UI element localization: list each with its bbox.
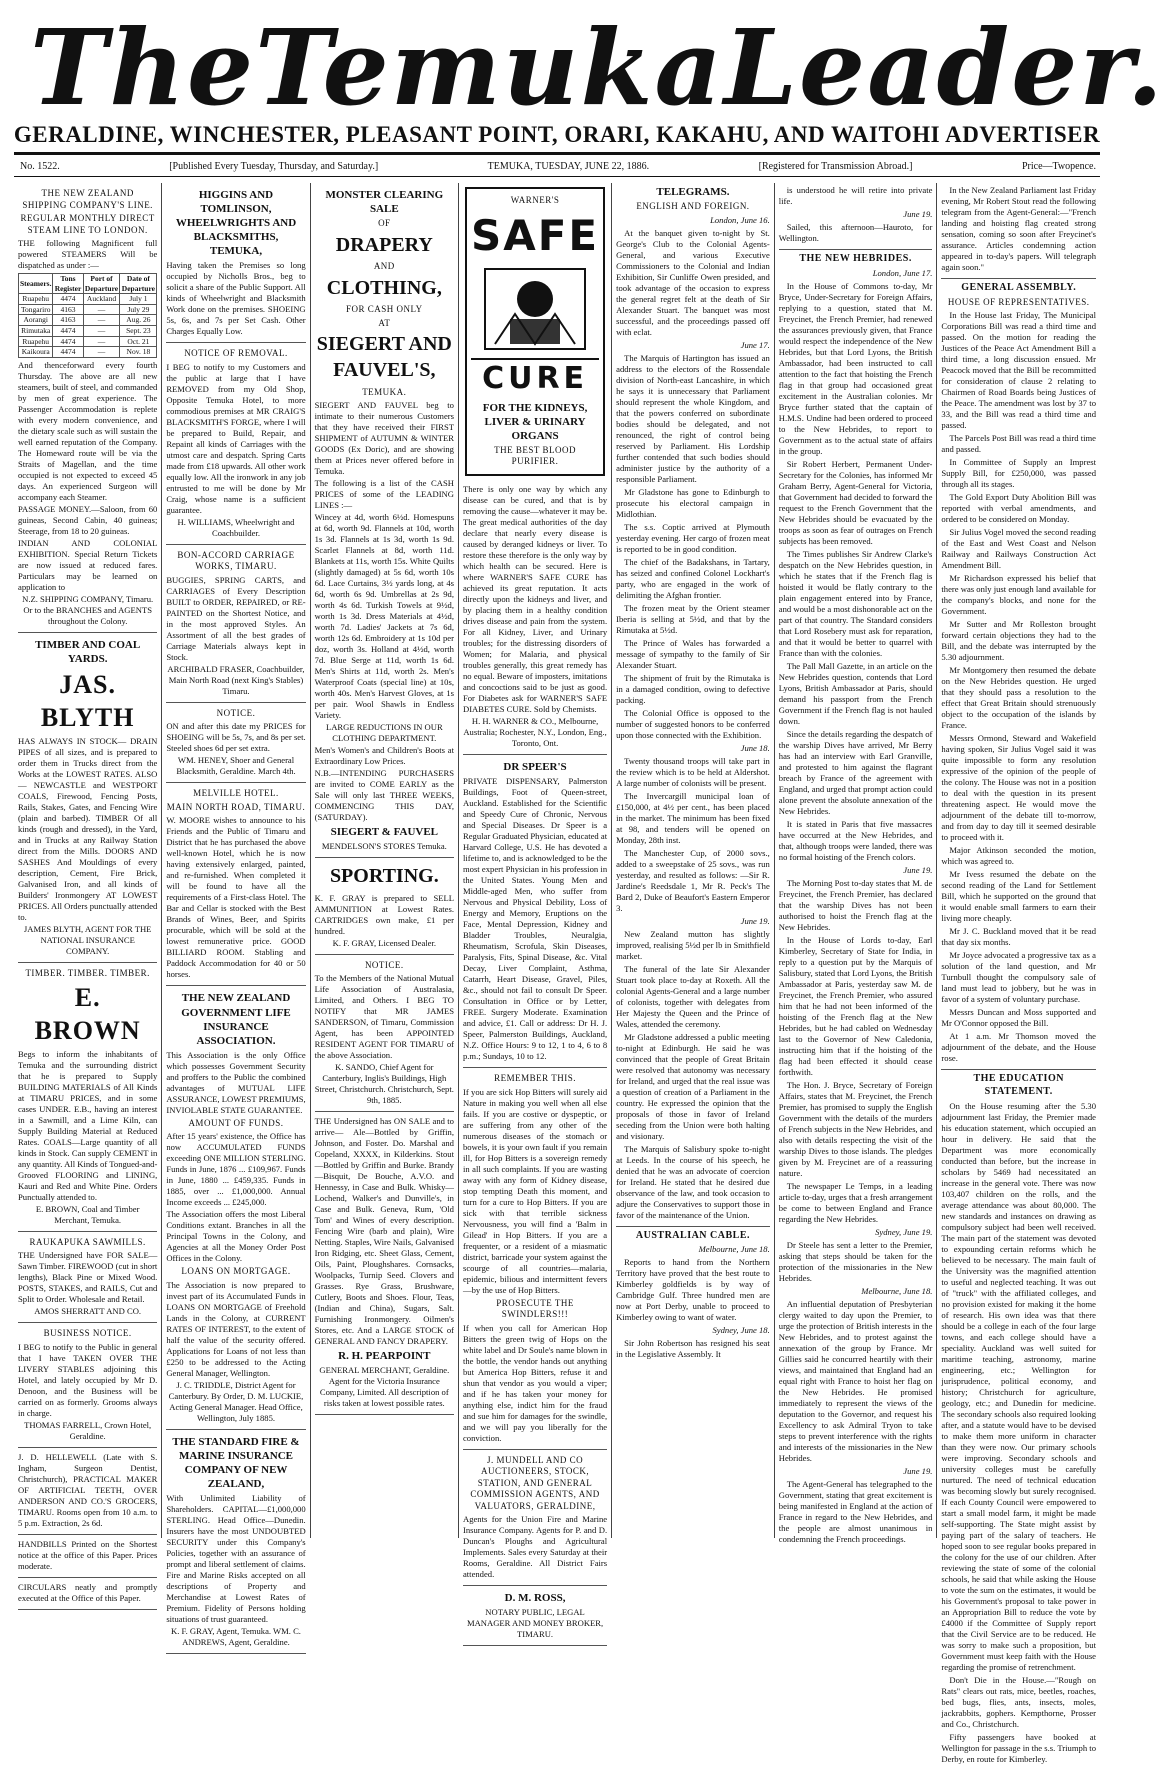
issue-number: No. 1522.: [20, 160, 60, 172]
article-paragraph: Mr Gladstone has gone to Edinburgh to prosecute his electoral campaign in Midlothian.: [616, 486, 770, 519]
removal-signature: H. WILLIAMS, Wheelwright and Coachbuilder.: [177, 516, 295, 538]
article-paragraph: Sir Robert Herbert, Permanent Under-Secretary for the Colonies, has informed Mr Graham Berry, Agent-General for Victoria, that Government had decided to forward the request to the French Government that the New Hebrides should be evacuated by the troops as soon as fear of outrages on French subjects has been removed.: [778, 458, 933, 546]
blyth-name: JAS. BLYTH: [40, 669, 135, 733]
cash-only: FOR CASH ONLY: [346, 304, 423, 315]
speer-ad: [463, 755, 607, 1068]
table-row: [19, 326, 157, 337]
table-header: Tons Register: [54, 274, 82, 293]
gov-insurance-more: The Association offers the most Liberal Conditions extant. Branches in all the Principal Towns in the Colony, and Agencies at all the Money Order Post Offices in the Colony.: [166, 1209, 306, 1264]
sale-nb: N.B.—INTENDING PURCHASERS are invited to COME EARLY as the Sale will only last THREE WEEKS, COMMENCING THIS DAY, (SATURDAY).: [314, 768, 454, 823]
house-of-representatives: HOUSE OF REPRESENTATIVES.: [947, 296, 1090, 307]
article-paragraph: In the House of Commons to-day, Mr Bryce, Under-Secretary for Foreign Affairs, replying to a question, stated that M. Freycinet, the French Premier, had renewed the assurances previously given, that France would respect the independence of the New Hebrides, but that Lord Lyons, the British Ambassador, had been instructed to call attention to the fact that hoisting the French flag in that group had occasioned great excitement in the Australian colonies. Mr Bryce further stated that the captain of H.M.S. Undine had been ordered to proceed to the New Hebrides, to report to Government as to the actual state of affairs in the group.: [778, 280, 933, 456]
table-cell: July 1: [120, 294, 157, 305]
speer-body: PRIVATE DISPENSARY, Palmerston Buildings, Foot of Queen-street, Auckland. Established for the Scientific and Speedy Cure of Chronic, Nervous and Special Diseases. Dr Speer is a Regular Graduated Physician, educated at Harvard College, U.S. He has devoted a lifetime to, and is acknowledged to be the most expert Physician in his profession in the United States. Young Men and Middle-aged Men, who suffer from Nervous and Physical Debility, Loss of Energy and Memory, Eruptions on the Face, Mental Depression, Kidney and Bladder Troubles, Neuralgia, Rheumatism, Scrofula, Skin Diseases, Paralysis, Fits, Spinal Disease, &c. Vital Decay, Liver Complaint, Asthma, Catarrh, Heart Disease, Gravel, Piles, &c., should not fail to consult Dr Speer. Consultation in Office or by Letter, FREE. Surgery Moderate. Examination and advice, £1. Call or address: Dr H. J. Speer, Palmerston Buildings, Auckland, N.Z. Office Hours: 9 to 12, 1 to 4, 6 to 8 p.m.; Sundays, 10 to 12.: [462, 776, 608, 1061]
price-list: Wincey at 4d, worth 6½d. Homespuns at 6d, worth 9d. Flannels at 10d, worth 1s 3d. Flannels at 1s 3d, worth 1s 9d. Scarlet Flannels at 8d, worth 11d. Blankets at 11s, worth 15s. White Quilts (slightly damaged) at 5s 6d, worth 10s 6d. Lace Curtains, 3½ yards long, at 4s 6d, worth 6s 9d. Umbrellas at 2s 9d, worth 4s 6d. Turkish Towels at 9½d, worth 1s 3d. Dress Materials at 4½d, worth 7d. Ladies' Jackets at 7s 6d, worth 12s 6d. Embroidery at 1s 10d per doz, worth 3s. Holland at 4½d, worth 7d. Blue Serge at 11d, worth 1s 6d. Men's Shirts at 11d, worth 2s. Men's Waterproof Coats (special line) at 10s, worth 40s. Men's Harvest Gloves, at 1s per pair. Wool Shawls in Endless Variety.: [314, 512, 454, 721]
table-cell: Sept. 23: [120, 326, 157, 337]
mutual-life-notice-signature: K. SANDO, Chief Agent for Canterbury, Inglis's Buildings, High Street, Christchurch. Christchurch, Sept. 9th, 1885.: [314, 1062, 454, 1106]
column-4: [459, 183, 612, 1640]
article-paragraph: Sir Julius Vogel moved the second reading of the East and West Coast and Nelson Railway and Railways Construction Act Amendment Bill.: [941, 527, 1096, 571]
pearpoint-name: R. H. PEARPOINT: [338, 1350, 431, 1363]
raukapuka-body: THE Undersigned have FOR SALE— Sawn Timber. FIREWOOD (cut in short lengths), Black Pine or Mixed Wood. POSTS, STAKES, and RAILS, Cut and Split to Order. Wholesale and Retail.: [18, 1250, 158, 1305]
hellewell-ad: [18, 1448, 157, 1535]
dateline: [20, 158, 1096, 174]
table-cell: —: [83, 326, 120, 337]
telegrams-title: TELEGRAMS.: [656, 186, 730, 198]
table-cell: Rimutaka: [19, 326, 53, 337]
column-6: [775, 183, 938, 1544]
standard-fire-body: With Unlimited Liability of Shareholders. CAPITAL—£1,000,000 STERLING. Head Office—Dunedin. Insurers have the most UNDOUBTED SECURITY under this Company's Policies, together with an assurance of prompt and liberal settlement of claims. Fire and Marine Risks accepted on all descriptions of Property and Merchandise at Lowest Rates of Premium. Fidelity of Persons holding situations of trust guaranteed.: [166, 1493, 306, 1625]
table-cell: Nov. 18: [120, 347, 157, 358]
shoeing-notice-signature: WM. HENEY, Shoer and General Blacksmith, Geraldine. March 4th.: [176, 755, 296, 777]
article-paragraph: The newspaper Le Temps, in a leading article to-day, urges that a fresh arrangement be come to between England and France regarding the New Hebrides.: [778, 1180, 933, 1224]
mutual-life-notice-title: NOTICE.: [364, 959, 404, 970]
shipping-agent: N.Z. SHIPPING COMPANY, Timaru. Or to the BRANCHES and AGENTS throughout the Colony.: [22, 593, 154, 626]
brown-name: E. BROWN: [34, 983, 141, 1046]
clothing-heading: CLOTHING,: [326, 276, 442, 299]
raukapuka-ad: [18, 1232, 157, 1324]
table-cell: 4163: [53, 315, 83, 326]
newspaper-subtitle: GERALDINE, WINCHESTER, PLEASANT POINT, ORARI, KAKAHU, AND WAITOHI ADVERTISER: [13, 122, 1101, 147]
loans-signature: J. C. TRIDDLE, District Agent for Canterbury. By Order, D. M. LUCKIE, Acting General Manager. Head Office, Wellington, July 1885.: [168, 1379, 304, 1423]
table-cell: Auckland: [83, 294, 120, 305]
circulars-ad: [18, 1578, 157, 1610]
general-assembly-title: GENERAL ASSEMBLY.: [941, 278, 1096, 295]
table-cell: Ruapehu: [19, 336, 53, 347]
sporting-ad: [315, 858, 454, 955]
title-word-the: The: [30, 6, 256, 129]
table-cell: 4474: [53, 347, 83, 358]
dateline: London, June 16.: [710, 214, 770, 225]
table-cell: 4163: [53, 304, 83, 315]
ross-body: NOTARY PUBLIC, LEGAL MANAGER AND MONEY BROKER, TIMARU.: [466, 1607, 604, 1640]
siegert-location: TEMUKA.: [362, 386, 407, 397]
article-paragraph: The shipment of fruit by the Rimutaka is in a damaged condition, owing to defective packing.: [616, 672, 770, 705]
bonaccord-body: BUGGIES, SPRING CARTS, and CARRIAGES of Every Description BUILT to ORDER, REPAIRED, or RE-PAINTED on the Shortest Notice, and in the most approved Styles. An Assortment of all the best grades of Carriage Materials always kept in Stock.: [166, 574, 306, 662]
raukapuka-title: RAUKAPUKA SAWMILLS.: [29, 1236, 146, 1247]
article-paragraph: On the House resuming after the 5.30 adjournment last Friday, the Premier made his education statement, which occupied an hour in delivery. He said that the Department was more economically conducted than before, but the increase in scholars by 5469 had necessitated an increase in the general vote. There was now 103,407 children on the rolls, and the average attendance was about 80,000. The new standards and instances on drawing as compulsory subject had been well received. The main part of the statement was devoted to expounding certain reforms which he believed to be necessary. The main fault of the University was the magnified attention to useful and neglected teaching. It was out of "truck" with the affiliated colleges, and no provision existed for making it the home of research. His own idea was that there should be a college in each of the four large towns, and each college should have a speciality. Auckland was well suited for maritime teaching, astronomy, marine engineering, etc.; Wellington for jurisprudence, political economy, and history; Christchurch for agriculture, geology, etc.; and Dunedin for medicine. The secondary schools also required looking after, and a statute would have to be devised to make them more uniform in character than they were now. Our primary schools were improving. Secondary schools and university colleges must be carefully nurtured. The need of technical education was becoming slowly but surely recognised. If each County Council were empowered to start a small model farm, it might be made self-supporting. The State might assist by paying part of the salary of teachers. He hoped soon to see regular books prepared in the colony for the use of our children. After reviewing the state of some of the colonial schools, he said that while asking the House to vote the sum on the estimates, it would be his Government's proposal to take power in an Appropriation Bill to reduce the vote by £4000 if the Committee of Supply report that the Civil Service are to be reduced. He was sorry to make such a proposition, but Government must keep faith with the House regarding the promise of retrenchment.: [941, 1100, 1096, 1672]
registration-note: [Registered for Transmission Abroad.]: [758, 160, 913, 172]
table-cell: —: [83, 347, 120, 358]
ross-ad: [463, 1586, 607, 1646]
dateline: London, June 17.: [872, 267, 933, 278]
gov-insurance-title: THE NEW ZEALAND GOVERNMENT LIFE INSURANCE ASSOCIATION.: [181, 992, 291, 1047]
mundell-title: J. MUNDELL AND CO AUCTIONEERS, STOCK, STATION, AND GENERAL COMMISSION AGENTS, AND VALUATORS, GERALDINE,: [470, 1454, 600, 1511]
title-word-temuka: Temuka: [255, 6, 724, 129]
article-paragraph: Since the details regarding the despatch of the warship Dives have arrived, Mr Berry has had an interview with Earl Granville, and protested to him against the flagrant breach by France of the agreement with England, and urged that prompt action could alone prevent the absolute annexation of the New Hebrides.: [778, 728, 933, 816]
table-row: [19, 336, 157, 347]
bonaccord-ad: [166, 545, 305, 703]
melville-subtitle: MAIN NORTH ROAD, TIMARU.: [166, 801, 306, 812]
safe-cure-body: There is only one way by which any disease can be cured, and that is by removing the cause—whatever it may be. The great medical authorities of the day declare that nearly every disease is caused by deranged kidneys or liver. To restore these therefore is the only way by which health can be secured. Here is where WARNER'S SAFE CURE has achieved its great reputation. It acts directly upon the kidneys and liver, and by placing them in a healthy condition drives disease and pain from the system. For all Kidney, Liver, and Urinary troubles; for the distressing disorders of Women; for Malaria, and physical troubles generally, this great remedy has no equal. Beware of imposters, imitations and concoctions said to be just as good. For Diabetes ask for WARNER'S SAFE DIABETES CURE. Sold by Chemists.: [462, 483, 608, 714]
raukapuka-signature: AMOS SHERRATT AND CO.: [34, 1306, 142, 1317]
article-paragraph: Reports to hand from the Northern Territory have proved that the best route to Kimberley goldfields is by way of Cambridge Gulf. Three hundred men are now at Port Derby, unable to proceed to Kimberley owing to want of water.: [616, 1257, 770, 1323]
dateline: June 18.: [740, 742, 770, 753]
higgins-ad: [166, 183, 305, 343]
article-paragraph: Dr Steele has sent a letter to the Premier, asking that steps should be taken for the protection of the missionaries in the New Hebrides.: [778, 1239, 933, 1283]
melville-ad: [166, 783, 305, 986]
article-paragraph: The Invercargill municipal loan of £150,000, at 4½ per cent., has been placed in the market. The minimum has been fixed at 98, and tenders will be opened on Monday, 28th inst.: [616, 790, 770, 845]
clearing-sale-and: AND: [373, 261, 395, 272]
shipping-ad: [18, 183, 157, 633]
article-paragraph: The Parcels Post Bill was read a third time and passed.: [941, 433, 1096, 455]
table-cell: Oct. 21: [120, 336, 157, 347]
blood-purifier: THE BEST BLOOD PURIFIER.: [494, 444, 576, 467]
gov-insurance-ad: [166, 986, 305, 1429]
columns: [14, 183, 1100, 1764]
safe-cure-signature: H. H. WARNER & CO., Melbourne, Australia; Rochester, N.Y., London, Eng., Toronto, Ont.: [463, 715, 607, 748]
safe-illustration-icon: [475, 264, 595, 354]
mendelson-stores: MENDELSON'S STORES Temuka.: [321, 841, 447, 852]
business-notice-ad: [18, 1323, 157, 1448]
article-paragraph: Mr Joyce advocated a progressive tax as a solution of the land question, and Mr Turnbull thought the compulsory sale of land must lead to jobbery, but he was in favor of a system of voluntary purchase.: [941, 950, 1096, 1005]
article-paragraph: Mr Ivess resumed the debate on the second reading of the Land for Settlement Bill, which he supported on the ground that it would enable small farmers to earn their living more cheaply.: [941, 869, 1096, 924]
publication-schedule: [Published Every Tuesday, Thursday, and Saturday.]: [169, 160, 379, 172]
newspaper-title: [30, 6, 1165, 129]
shipping-fares: PASSAGE MONEY.—Saloon, from 60 guineas, Second Cabin, 40 guineas; Steerage, from 18 to 20 guineas.: [18, 503, 158, 536]
article-paragraph: Sailed, this afternoon—Hauroto, for Wellington.: [778, 222, 933, 243]
clothing-reductions: LARGE REDUCTIONS IN OUR CLOTHING DEPARTMENT.: [325, 722, 443, 744]
dateline: Melbourne, June 18.: [698, 1244, 770, 1255]
shipping-body: And thenceforward every fourth Thursday. The above are all new steamers, built of steel, and commanded by men of great experience. The Passenger Accommodation is replete with every modern convenience, and the dietary scale such as will sustain the well earned reputation of the Company. The Homeward route will be via the Straits of Magellan, and the time occupied is not expected to exceed 45 days. An experienced Surgeon will accompany each Steamer.: [18, 359, 158, 502]
table-cell: 4474: [53, 326, 83, 337]
article-paragraph: At the banquet given to-night by St. George's Club to the Colonial Agents-General, and various Executive Commissioners to the Colonial and Indian Exhibition, Sir Cunliffe Owen presided, and took advantage of the occasion to express the general regret felt at the death of Sir Alexander Stuart. The banquet was most successful, and the proceedings passed off with eclat.: [616, 227, 770, 337]
article-paragraph: The Marquis of Salisbury spoke to-night at Leeds. In the course of his speech, he denied that he was an advocate of coercion for Ireland. He stated that he desired due observance of the law, and took occasion to adjure the Conservatives to support those in favor of the maintenance of the Union.: [616, 1143, 770, 1220]
table-header: Port of Departure: [84, 274, 119, 293]
table-cell: July 29: [120, 304, 157, 315]
article-paragraph: In the House of Lords to-day, Earl Kimberley, Secretary of State for India, in reply to a question put by the Marquis of Salisbury, stated that Lord Lyons, the British Ambassador at Paris, yesterday saw M. de Freycinet, the French Premier, who assured him that he had not been informed of the hoisting of the French flag at the New Hebrides, but he had cabled on Wednesday last to the Governor of New Caledonia, instructing him that if the hoisting of the flag had been effected it should cease forthwith.: [778, 934, 933, 1077]
article-paragraph: Mr J. C. Buckland moved that it be read that day six months.: [941, 926, 1096, 948]
dateline: June 19.: [903, 864, 933, 875]
article-paragraph: The frozen meat by the Orient steamer Iberia is selling at 5½d, and that by the Rimutaka at 5½d.: [616, 602, 770, 635]
new-hebrides-title: THE NEW HEBRIDES.: [779, 249, 933, 266]
prosecute-body: If when you call for American Hop Bitters the green twig of Hops on the white label and Dr Soule's name blown in the bottle, the vendor hands out anything but America Hop Bitters, refuse it and shun that vendor as you would a viper; and if he has taken your money for anything else, indict him for the fraud and sue him for damages for the swindle, and we will pay you liberally for the conviction.: [462, 1322, 608, 1443]
shipping-exhibition: INDIAN AND COLONIAL EXHIBITION. Special Return Tickets are now issued at reduced fares. Particulars may be learned on application to: [18, 537, 158, 592]
table-cell: —: [83, 304, 120, 315]
column-2: [162, 183, 310, 1648]
article-paragraph: Major Atkinson seconded the motion, which was agreed to.: [941, 845, 1096, 867]
standard-fire-signature: K. F. GRAY, Agent, Temuka. WM. C. ANDREWS, Agent, Geraldine.: [171, 1626, 301, 1648]
business-notice-title: BUSINESS NOTICE.: [43, 1328, 132, 1339]
circulars-body: CIRCULARS neatly and promptly executed at the Office of this Paper.: [18, 1581, 158, 1603]
clearing-sale-intro: SIEGERT AND FAUVEL beg to intimate to their numerous Customers that they have received their FIRST SHIPMENT of AUTUMN & WINTER GOODS (Ex Doric), and are showing them at Prices never offered before in Temuka.: [314, 400, 454, 477]
higgins-title: HIGGINS AND TOMLINSON, WHEELWRIGHTS AND BLACKSMITHS, TEMUKA,: [175, 189, 297, 258]
title-word-leader: Leader.: [723, 6, 1165, 129]
education-statement-title: THE EDUCATION STATEMENT.: [941, 1069, 1096, 1099]
article-paragraph: The Agent-General has telegraphed to the Government, stating that great excitement is being manifested in England at the action of France in regard to the New Hebrides, and the people are almost unanimous in condemning the French proceedings.: [778, 1478, 933, 1544]
warners-safe-cure-ad: [465, 187, 605, 476]
remember-body: If you are sick Hop Bitters will surely aid Nature in making you well when all else fails. If you are costive or dyspeptic, or are suffering from any other of the numerous diseases of the stomach or bowels, it is your own fault if you remain ill, for Hop Bitters is a sovereign remedy in all such complaints. If you are wasting away with any form of Kidney disease, stop tempting Death this moment, and turn for a cure to Hop Bitters. If you are sick with that terrible sickness Nervousness, you will find a 'Balm in Gilead' in Hop Bitters. If you are a frequenter, or a resident of a miasmatic district, barricade your system against the scourge of all countries—malaria, epidemic, bilious and intermittent fevers—by the use of Hop Bitters.: [462, 1086, 608, 1295]
dateline: Sydney, June 19.: [875, 1226, 933, 1237]
table-cell: —: [83, 336, 120, 347]
shoeing-notice-title: NOTICE.: [216, 707, 256, 718]
article-paragraph: In Committee of Supply an Imprest Supply Bill, for £250,000, was passed through all its stages.: [941, 457, 1096, 490]
article-paragraph: Twenty thousand troops will take part in the review which is to be held at Aldershot. A large number of colonists will be present.: [616, 755, 770, 788]
mutual-life-notice-body: To the Members of the National Mutual Life Association of Australasia, Limited, and Others. I BEG TO NOTIFY that MR JAMES SANDERSON, of Timaru, Commission Agent, has been APPOINTED RESIDENT AGENT FOR TIMARU of the above Association.: [314, 973, 454, 1061]
table-cell: —: [83, 315, 120, 326]
article-paragraph: Fifty passengers have booked at Wellington for passage in the s.s. Triumph to Derby, en route for Kimberley.: [941, 1731, 1096, 1764]
standard-fire-ad: [166, 1430, 305, 1654]
pearpoint-ad: [315, 1112, 454, 1415]
article-paragraph: The Pall Mall Gazette, in an article on the New Hebrides question, contends that Lord Lyons, British Ambassador at Paris, should demand his passport from the French Government if the French flag is not hauled down.: [778, 660, 933, 726]
gov-insurance-body: This Association is the only Office which possesses Government Security and proffers to the Public the combined advantages of MUTUAL LIFE ASSURANCE, LOWEST PREMIUMS, INVIOLABLE STATE GUARANTEE.: [166, 1049, 306, 1115]
price-list-title: The following is a list of the CASH PRICES of some of the LEADING LINES :—: [314, 478, 454, 511]
siegert-fauvel-heading: SIEGERT AND FAUVEL'S,: [316, 333, 452, 381]
article-paragraph: The Hon. J. Bryce, Secretary of Foreign Affairs, states that M. Freycinet, the French Premier, has promised to supply the English Government with the details of the murders of French subjects in the New Hebrides, and also with details respecting the visit of the warship Dives to those islands. The pledges given by M. Freycinet are of a reassuring nature.: [778, 1079, 933, 1178]
article-paragraph: The funeral of the late Sir Alexander Stuart took place to-day at Roxeth. All the colonial Agents-General and a large number of colonists, together with delegates from Her Majesty the Queen and the Prince of Wales, attended the ceremony.: [616, 963, 770, 1029]
table-cell: Tongariro: [19, 304, 53, 315]
blyth-ad: [18, 633, 157, 963]
gov-funds-title: AMOUNT OF FUNDS.: [188, 1117, 284, 1128]
article-paragraph: The Gold Export Duty Abolition Bill was reported with verbal amendments, and ordered to be considered on Monday.: [941, 492, 1096, 525]
article-paragraph: Sir John Robertson has resigned his seat in the Legislative Assembly. It: [616, 1338, 770, 1360]
pearpoint-sale-list: THE Undersigned has ON SALE and to arrive— Ale—Bottled by Griffin, Johnson, and Foster. Do. Marshal and Copeland, XXXX, in Kilderkins. Stout—Bottled by Griffin and Burke. Brandy—Bisquit, De Bouche, A.V.O. and Hennessy, in Case and Bulk. Whisky—Lochend, Walker's and Dunville's, in Case and Bulk. Geneva, Rum, 'Old Tom' and Wines of every description. Fencing Wire (barb and plain), Wire Netting. Staples, Wire Nails, Galvanised Iron Ridging, etc. Sheet Glass, Cement, Oils, Paint, Ploughshares. Cornsacks, Woolpacks, Turnip Seed. Clovers and Grasses. Rye Grass, Brushware, Cutlery, Boots and Shoes. Flour, Teas, (Indian and China), Sugars, Salt. Furnishing Ironmongery. Oilmen's Stores, etc. And a LARGE STOCK of GENERAL AND FANCY DRAPERY.: [314, 1116, 454, 1347]
article-paragraph: It is stated in Paris that five massacres have occurred at the New Hebrides, and that, although troops were landed, there was no formal hoisting of the French colors.: [778, 818, 933, 862]
table-row: [19, 315, 157, 326]
drapery-heading: DRAPERY: [335, 233, 433, 256]
removal-body: I BEG to notify to my Customers and the public at large that I have REMOVED from my Old Shop, Opposite Temuka Hotel, to more commodious premises at MR CRAIG'S BLACKSMITH'S FORGE, where I will be prepared to Build, Repair, and Repaint all kinds of Carriages with the utmost care and despatch. Spring Carts made from £18 upwards. All other work equally low. All the ironwork in any job entrusted to me will be done by Mr Craig, whose name is a sufficient guarantee.: [166, 361, 306, 515]
article-paragraph: The Marquis of Hartington has issued an address to the electors of the Rossendale division of North-east Lancashire, in which he says it is unnecessary that Parliament should represent the whole Kingdom, and that the powers conferred on subordinate bodies should be delegated, and not renounced, the right of control being reserved by Parliament. His Lordship further contended that such bodies should administer justice by the authority of a responsible Parliament.: [616, 352, 770, 484]
brown-signature: E. BROWN, Coal and Timber Merchant, Temuka.: [35, 1203, 140, 1225]
clearing-sale-ad: [315, 183, 454, 858]
warners-label: WARNER'S: [510, 195, 560, 205]
masthead: [0, 0, 1165, 200]
article-paragraph: Don't Die in the House.—"Rough on Rats" clears out rats, mice, beetles, roaches, bed bugs, flies, ants, insects, moles, jackrabbits, gophers. Kempthorne, Prosser and Co., Christchurch.: [941, 1674, 1096, 1729]
article-paragraph: The Colonial Office is opposed to the number of suggested honors to be conferred upon those connected with the Exhibition.: [616, 707, 770, 740]
business-notice-signature: THOMAS FARRELL, Crown Hotel, Geraldine.: [24, 1419, 152, 1441]
brown-ad: [18, 963, 157, 1232]
prosecute-title: PROSECUTE THE SWINDLERS!!!: [496, 1297, 574, 1320]
bonaccord-title: BON-ACCORD CARRIAGE WORKS, TIMARU.: [177, 549, 295, 572]
gov-funds-body: After 15 years' existence, the Office has now ACCUMULATED FUNDS exceeding ONE MILLION STERLING. Funds in June, 1876 ... £109,967. Funds in June, 1880 ... £459,335. Funds in 1885, over ... £1,000,000. Annual Income exceeds ... £245,000.: [166, 1131, 306, 1208]
article-paragraph: The Times publishes Sir Andrew Clarke's despatch on the New Hebrides question, in which he states that if the French flag is hoisted it would be flatly contrary to the plain engagement entered into by France, and would be a most dishonorable act on the part of that country. The Standard considers that Lord Rosebery must ask for reparation, and that it would be better to quarrel with France than with the colonies.: [778, 548, 933, 658]
article-paragraph: In the New Zealand Parliament last Friday evening, Mr Robert Stout read the following telegram from the Agent-General:—"French landing and hoisting flag created strong sensation, coming so soon after Freycinet's assurance. Articles condemning action appeared in to-day's papers. Will telegraph again soon.": [941, 185, 1096, 272]
remember-ad: [463, 1068, 607, 1450]
sporting-body: K. F. GRAY is prepared to SELL AMMUNITION at Lowest Rates. CARTRIDGES own make, £1 per hundred.: [314, 892, 454, 936]
article-paragraph: is understood he will retire into private life.: [778, 185, 933, 206]
telegrams-subtitle: ENGLISH AND FOREIGN.: [636, 201, 750, 212]
loans-title: LOANS ON MORTGAGE.: [181, 1266, 291, 1277]
speer-title: DR SPEER'S: [503, 760, 567, 773]
article-paragraph: The s.s. Coptic arrived at Plymouth yesterday evening. Her cargo of frozen meat is reported to be in good condition.: [616, 521, 770, 554]
dateline: Sydney, June 18.: [712, 1325, 770, 1336]
article-paragraph: New Zealand mutton has slightly improved, realising 5½d per lb in Smithfield market.: [616, 928, 770, 961]
mutual-life-notice-ad: [315, 955, 454, 1113]
column-5: [612, 183, 775, 1538]
table-cell: 4474: [53, 336, 83, 347]
clearing-sale-heading: MONSTER CLEARING SALE: [325, 189, 444, 216]
higgins-body: Having taken the Premises so long occupied by Nicholls Bros., beg to solicit a share of the Public Support. All kinds of Wheelwright and Blacksmith Work done on the premises. SHOEING 5s, 6s, and 7s per Set Cash. Other Charges Equally Low.: [166, 260, 306, 337]
shipping-subtitle: REGULAR MONTHLY DIRECT STEAM LINE TO LONDON.: [20, 213, 155, 235]
sporting-heading: SPORTING.: [329, 865, 439, 888]
shipping-table: [18, 273, 157, 358]
melville-title: MELVILLE HOTEL.: [193, 788, 279, 799]
masthead-rule: [14, 152, 1100, 155]
hellewell-body: J. D. HELLEWELL (Late with S. Ingham, Surgeon Dentist, Christchurch), PRACTICAL MAKER OF ARTIFICIAL TEETH, OVER ANDERSON AND CO.'S GROCERS, TIMARU. Rooms open from 10 a.m. to 5 p.m. Extraction, 2s 6d.: [18, 1451, 158, 1528]
blyth-body: HAS ALWAYS IN STOCK— DRAIN PIPES of all sizes, and is prepared to order them in Trucks direct from the Works at the LOWEST RATES. ALSO— NEWCASTLE and WESTPORT COALS, Firewood, Fencing Posts, Rails, Stakes, Gates, and Fencing Wire (plain and barbed). TIMBER Of all kinds (rough and dressed), in the Yard, and in Trucks at any Railway Station direct from the Mills. DOORS AND SASHES And Mouldings of every description, Cement, Fire Brick, Galvanised Iron, and all kinds of Builders' Ironmongery AT LOWEST PRICES. All Orders punctually attended to.: [18, 735, 158, 922]
article-paragraph: Mr Montgomery then resumed the debate on the New Hebrides question. He urged that they should pass a resolution to the effect that Great Britain should strenuously object to the occupation of the islands by France.: [941, 665, 1096, 731]
handbills-body: HANDBILLS Printed on the Shortest notice at the office of this Paper. Prices moderate.: [18, 1538, 158, 1571]
table-cell: Ruapehu: [19, 294, 53, 305]
article-paragraph: The Prince of Wales has forwarded a message of sympathy to the family of Sir Alexander Stuart.: [616, 637, 770, 670]
article-paragraph: The chief of the Badakshans, in Tartary, has seized and confined Colonel Lockhart's party, who are engaged in the work of delimiting the Afghan frontier.: [616, 556, 770, 600]
melville-body: W. MOORE wishes to announce to his Friends and the Public of Timaru and District that he has purchased the above well-known Hotel, which he is now having extensively enlarged, painted, and re-furnished. When completed it will be found to have all the requirements of a First-class Hotel. The Bar and Cellar is stocked with the Best Brands of Wines, Beer, and Spirits procurable, which will be sold at the lowest remunerative price. GOOD BILLIARD ROOM. Stabling and Paddock Accommodation for 40 or 50 horses.: [166, 815, 306, 980]
article-paragraph: Mr Richardson expressed his belief that there was only just enough land available for the company's blocks, and none for the Government.: [941, 573, 1096, 617]
removal-title: NOTICE OF REMOVAL.: [184, 348, 288, 359]
table-cell: 4474: [53, 294, 83, 305]
timber-yards-title: TIMBER AND COAL YARDS.: [35, 638, 141, 665]
dateline: June 19.: [740, 915, 770, 926]
issue-date: TEMUKA, TUESDAY, JUNE 22, 1886.: [487, 160, 650, 172]
clearing-sale-at: AT: [378, 317, 391, 328]
table-header: Date of Departure: [121, 274, 155, 293]
article-paragraph: An influential deputation of Presbyterian clergy waited to day upon the Premier, to urge the protection of British interests in the New Hebrides, and to protest against the annexation of the group by France. Mr Gillies said he concurred heartily with their views, and maintained that England had an equal right with France to hoist her flag on the New Hebrides. He promised immediately to represent the views of the deputation to the Governor, and request his Excellency to ask Admiral Tryon to take steps to prevent interference with the rights and interests of the missionaries in the New Hebrides.: [778, 1298, 933, 1463]
article-paragraph: The Morning Post to-day states that M. de Freycinet, the French Premier, has declared that the warship Dives has not been authorised to hoist the French flag at the New Hebrides.: [778, 877, 933, 932]
shoeing-notice-ad: [166, 703, 305, 784]
column-7: [937, 183, 1100, 1764]
article-paragraph: Mr Sutter and Mr Rolleston brought forward certain objections they had to the Bill, and the debate was interrupted by the 5.30 adjournment.: [941, 619, 1096, 663]
siegert-fauvel-signature: SIEGERT & FAUVEL: [330, 826, 439, 839]
price: Price—Twopence.: [1021, 160, 1096, 172]
table-cell: Kaikoura: [19, 347, 53, 358]
article-paragraph: Messrs Duncan and Moss supported and Mr O'Connor opposed the Bill.: [941, 1007, 1096, 1029]
shipping-title: THE NEW ZEALAND SHIPPING COMPANY'S LINE.: [22, 188, 153, 210]
column-1: [14, 183, 162, 1603]
australian-cable-title: AUSTRALIAN CABLE.: [616, 1226, 770, 1243]
bonaccord-signature: ARCHIBALD FRASER, Coachbuilder, Main North Road (next King's Stables) Timaru.: [167, 663, 305, 696]
article-paragraph: At 1 a.m. Mr Thomson moved the adjournment of the debate, and the House rose.: [941, 1031, 1096, 1064]
article-paragraph: The Manchester Cup, of 2000 sovs., added to a sweepstake of 25 sovs., was run yesterday, and resulted as follows: —Sir R. Jardine's Reedsdale 1, Mr R. Peck's The Bard 2, Duke of Beaufort's Eastern Emperor 3.: [616, 847, 770, 913]
dateline: June 17.: [740, 339, 770, 350]
ross-title: D. M. ROSS,: [504, 1592, 566, 1605]
remember-title: REMEMBER THIS.: [494, 1073, 576, 1083]
table-cell: Aug. 26: [120, 315, 157, 326]
mundell-body: Agents for the Union Fire and Marine Insurance Company. Agents for P. and D. Duncan's Ploughs and Agricultural Implements. Sales every Saturday at their Rooms, Geraldine. All District Fairs attended.: [462, 1514, 608, 1580]
pearpoint-subtitle: GENERAL MERCHANT, Geraldine. Agent for the Victoria Insurance Company, Limited. All description of risks taken at lowest possible rates.: [319, 1365, 450, 1409]
business-notice-body: I BEG to notify to the Public in general that I have TAKEN OVER THE LIVERY STABLES adjoining this Hotel, and lately occupied by Mr D. Denoon, and the Business will be carried on as formerly. Grooms always in charge.: [18, 1341, 158, 1418]
sporting-signature: K. F. GRAY, Licensed Dealer.: [332, 937, 437, 948]
article-paragraph: Mr Gladstone addressed a public meeting to-night at Edinburgh. He said he was convinced that the people of Great Britain were resolved that autonomy was necessary for Ireland, and urged that the real issue was a question of creation of a Parliament in the country. He expressed the opinion that the proposals of those in favor of Ireland seceding from the Union were both halting and visionary.: [616, 1031, 770, 1141]
dateline-rule: [14, 176, 1100, 177]
table-header: Steamers.: [19, 274, 53, 294]
column-3: [311, 183, 459, 1538]
cure-logo: CURE: [471, 358, 599, 398]
clearing-sale-of: OF: [378, 218, 391, 229]
dateline: June 19.: [903, 209, 933, 219]
safe-logo: SAFE: [470, 210, 600, 260]
shoeing-notice-body: ON and after this date my PRICES for SHOEING will be 5s, 7s, and 8s per set. Steeled shoes 6d per set extra.: [166, 721, 306, 754]
dateline: June 19.: [903, 1465, 933, 1476]
mundell-ad: [463, 1450, 607, 1587]
brown-heading: TIMBER. TIMBER. TIMBER.: [25, 967, 150, 978]
boots-note: Men's Women's and Children's Boots at Extraordinary Low Prices.: [314, 745, 454, 767]
shipping-intro: THE following Magnificent full powered STEAMERS Will be dispatched as under :—: [18, 238, 158, 271]
table-row: [19, 304, 157, 315]
article-paragraph: Messrs Ormond, Steward and Wakefield having spoken, Sir Julius Vogel said it was quite impossible to form any resolution expressive of the opinion of the people of the colony. The House was not in a position to deal with the question in its present threatening aspect. He would move the adjournment of the debate till to-morrow, and from day to day till it seemed desirable to proceed with it.: [941, 733, 1096, 843]
table-row: [19, 347, 157, 358]
removal-ad: [166, 343, 305, 545]
loans-body: The Association is now prepared to invest part of its Accumulated Funds in LOANS ON MORTGAGE of Freehold Lands in the Colony, at CURRENT RATES OF INTEREST, to the extent of half the value of the security offered. Applications for Loans of not less than £250 to be addressed to the Acting General Manager, Wellington.: [166, 1279, 306, 1378]
blyth-signature: JAMES BLYTH, AGENT FOR THE NATIONAL INSURANCE COMPANY.: [23, 923, 152, 956]
brown-body: Begs to inform the inhabitants of Temuka and the surrounding district that he is prepared to Supply BUILDING MATERIALS of All Kinds at TIMARU PRICES, and in some cases UNDER. E.B., having an interest in a Sawmill, and a Lime Kiln, can Supply Building Material at Reduced Rates. COALS—Large quantity of all kinds in Stock. Can supply CEMENT in any quantity. All Kinds of Tongued-and-Grooved FLOORING and LINING, Kauri and Red and White Pine. Orders Punctually attended to.: [18, 1048, 158, 1202]
table-cell: Aorangi: [19, 315, 53, 326]
handbills-ad: [18, 1535, 157, 1578]
article-paragraph: In the House last Friday, The Municipal Corporations Bill was read a third time and passed. On the motion for reading the Justices of the Peace Act Amendment Bill a third time, a long discussion ensued. Mr Peacock moved that the Bill be recommitted for consideration of clause 2 relating to Chairmen of Road Boards being Justices of the Peace. The amendment was lost by 37 to 33, and the Bill was read a third time and passed.: [941, 310, 1096, 431]
table-row: [19, 294, 157, 305]
standard-fire-title: THE STANDARD FIRE & MARINE INSURANCE COMPANY OF NEW ZEALAND,: [172, 1435, 300, 1491]
kidneys-heading: FOR THE KIDNEYS, LIVER & URINARY ORGANS: [482, 401, 588, 442]
dateline: Melbourne, June 18.: [861, 1285, 933, 1296]
safe-cure-text: [463, 480, 607, 755]
